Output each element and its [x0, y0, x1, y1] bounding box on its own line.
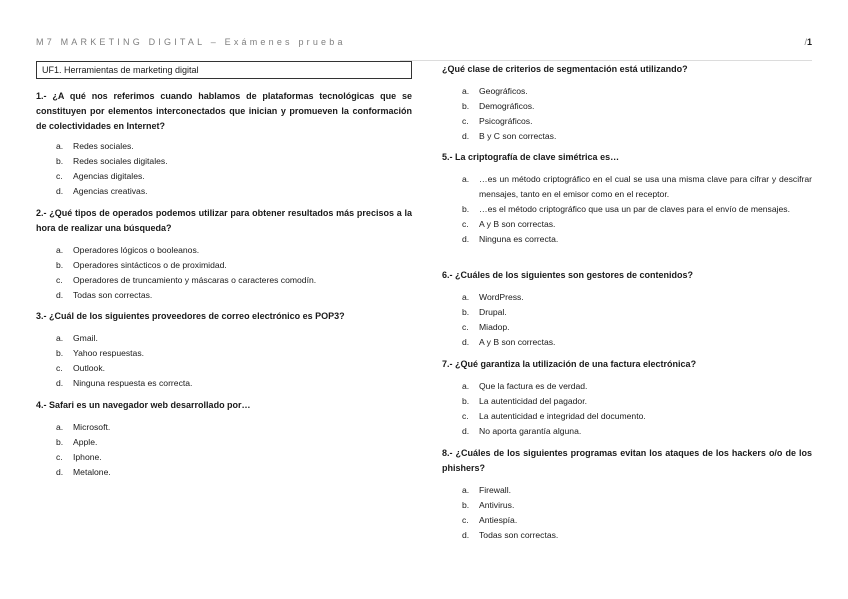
option-q6-d: d. A y B son correctas. — [462, 337, 556, 347]
question-8: 8.- ¿Cuáles de los siguientes programas evitan los ataques de los hackers o/o de los phishers? — [442, 448, 812, 473]
page-header — [36, 37, 812, 51]
options-q3 — [56, 331, 396, 391]
option-seg-c: c. Psicográficos. — [462, 116, 533, 126]
options-q1 — [56, 139, 396, 199]
option-q4-c: c. Iphone. — [56, 452, 102, 462]
option-q7-c: c. La autenticidad e integridad del documento. — [462, 411, 646, 421]
options-q6 — [462, 290, 812, 350]
option-q8-c: c. Antiespía. — [462, 515, 518, 525]
option-q8-d: d. Todas son correctas. — [462, 530, 559, 540]
option-seg-d: d. B y C son correctas. — [462, 131, 557, 141]
question-6: 6.- ¿Cuáles de los siguientes son gestores de contenidos? — [442, 270, 694, 280]
options-q5 — [462, 172, 812, 247]
option-q6-c: c. Miadop. — [462, 322, 510, 332]
header-divider — [400, 60, 812, 61]
option-q3-c: c. Outlook. — [56, 363, 106, 373]
option-q4-d: d. Metalone. — [56, 467, 111, 477]
option-q5-d: d. Ninguna es correcta. — [462, 234, 559, 244]
option-q8-b: b. Antivirus. — [462, 500, 515, 510]
option-q2-a: a. Operadores lógicos o booleanos. — [56, 245, 200, 255]
option-q4-a: a. Microsoft. — [56, 422, 111, 432]
document-title: M7 MARKETING DIGITAL – Exámenes prueba — [36, 37, 346, 47]
question-5: 5.- La criptografía de clave simétrica es… — [442, 152, 620, 162]
option-q1-b: b. Redes sociales digitales. — [56, 156, 168, 166]
option-q3-d: d. Ninguna respuesta es correcta. — [56, 378, 193, 388]
question-3: 3.- ¿Cuál de los siguientes proveedores de correo electrónico es POP3? — [36, 311, 345, 321]
question-segmentation: ¿Qué clase de criterios de segmentación está utilizando? — [442, 64, 688, 74]
option-q3-b: b. Yahoo respuestas. — [56, 348, 145, 358]
option-q6-b: b. Drupal. — [462, 307, 507, 317]
options-segmentation — [462, 84, 812, 144]
option-seg-b: b. Demográficos. — [462, 101, 535, 111]
option-q4-b: b. Apple. — [56, 437, 98, 447]
option-q1-c: c. Agencias digitales. — [56, 171, 145, 181]
option-q6-a: a. WordPress. — [462, 292, 524, 302]
question-2: 2.- ¿Qué tipos de operados podemos utilizar para obtener resultados más precisos a la hora de realizar una búsqueda? — [36, 208, 412, 233]
option-q2-b: b. Operadores sintácticos o de proximidad. — [56, 260, 227, 270]
options-q4 — [56, 420, 396, 480]
option-q7-d: d. No aporta garantía alguna. — [462, 426, 582, 436]
option-q8-a: a. Firewall. — [462, 485, 511, 495]
option-q1-d: d. Agencias creativas. — [56, 186, 148, 196]
options-q2 — [56, 243, 396, 303]
option-q5-b: b. …es el método criptográfico que usa un par de claves para el envío de mensajes. — [462, 204, 790, 214]
option-seg-a: a. Geográficos. — [462, 86, 528, 96]
option-q5-c: c. A y B son correctas. — [462, 219, 556, 229]
options-q8 — [462, 483, 812, 543]
option-q7-b: b. La autenticidad del pagador. — [462, 396, 587, 406]
page-number: /1 — [804, 37, 812, 47]
options-q7 — [462, 379, 812, 439]
option-q2-d: d. Todas son correctas. — [56, 290, 153, 300]
option-q3-a: a. Gmail. — [56, 333, 98, 343]
question-7: 7.- ¿Qué garantiza la utilización de una factura electrónica? — [442, 359, 697, 369]
question-4: 4.- Safari es un navegador web desarrollado por… — [36, 400, 251, 410]
option-q1-a: a. Redes sociales. — [56, 141, 134, 151]
option-q7-a: a. Que la factura es de verdad. — [462, 381, 588, 391]
unit-title-box: UF1. Herramientas de marketing digital — [36, 61, 412, 79]
option-q2-c: c. Operadores de truncamiento y máscaras o caracteres comodín. — [56, 275, 317, 285]
option-q5-a: a. …es un método criptográfico en el cual se usa una misma clave para cifrar y descifrar mensajes, tanto en el emisor como en el receptor. — [462, 174, 812, 199]
question-1: 1.- ¿A qué nos referimos cuando hablamos de plataformas tecnológicas que se constituyen por elementos interconectados que inician y promueven la conformación de colectividades en Internet? — [36, 91, 412, 131]
